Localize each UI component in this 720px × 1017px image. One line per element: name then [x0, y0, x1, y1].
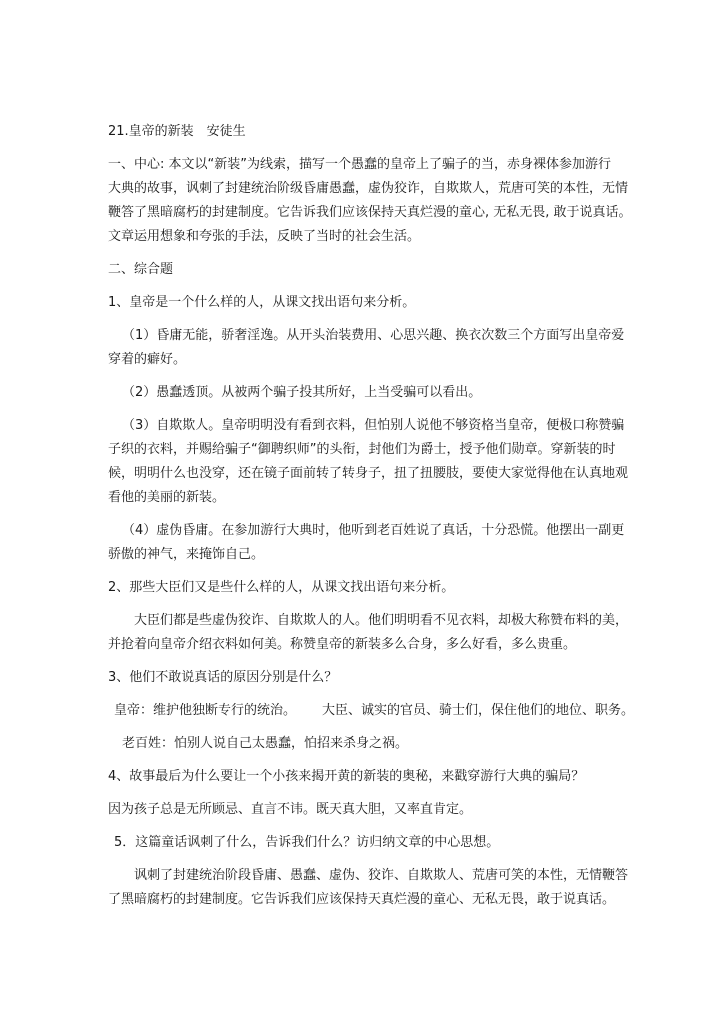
summary-line: 大典的故事，讽刺了封建统治阶级昏庸愚蠢，虚伪狡诈，自欺欺人，荒唐可笑的本性，无情 [108, 181, 629, 196]
answer-line: 子织的衣料，并赐给骗子“御聘织师”的头衔，封他们为爵士，授予他们勋章。穿新装的时 [108, 442, 616, 457]
answer-line: （1）昏庸无能，骄奢淫逸。从开头治装费用、心思兴趣、换衣次数三个方面写出皇帝爱 [122, 328, 625, 343]
summary-line: 鞭答了黑暗腐朽的封建制度。它告诉我们应该保持天真烂漫的童心, 无私无畏, 敢于说真话。 [108, 205, 632, 220]
answer-line: 讽刺了封建统治阶段昏庸、愚蠢、虚伪、狡诈、自欺欺人、荒唐可笑的本性，无情鞭答 [134, 868, 629, 883]
question-3: 3、他们不敢说真话的原因分别是什么？ [108, 670, 338, 685]
answer-line: 并抢着向皇帝介绍衣料如何美。称赞皇帝的新装多么合身，多么好看，多么贵重。 [108, 637, 577, 652]
section-heading: 二、综合题 [108, 262, 174, 277]
answer-line: （3）自欺欺人。皇帝明明没有看到衣料，但怕别人说他不够资格当皇帝，便极口称赞骗 [122, 418, 625, 433]
answer-3-people: 老百姓：怕别人说自己太愚蠢，怕招来杀身之祸。 [122, 736, 409, 751]
answer-line: 大臣们都是些虚伪狡诈、自欺欺人的人。他们明明看不见衣料，却极大称赞布料的美， [134, 613, 629, 628]
question-2: 2、那些大臣们又是些什么样的人，从课文找出语句来分析。 [108, 580, 455, 595]
summary-line: 一、中心: 本文以“新装”为线索，描写一个愚蠢的皇帝上了骗子的当，赤身裸体参加游行 [108, 157, 611, 172]
answer-line: 看他的美丽的新装。 [108, 490, 226, 505]
answer-4: 因为孩子总是无所顾忌、直言不讳。既天真大胆，又率直肯定。 [108, 802, 473, 817]
answer-1-2: （2）愚蠢透顶。从被两个骗子投其所好，上当受骗可以看出。 [122, 385, 482, 400]
doc-title: 21.皇帝的新装 安徒生 [108, 124, 246, 139]
answer-line: （4）虚伪昏庸。在参加游行大典时，他听到老百姓说了真话，十分恐慌。他摆出一副更 [122, 523, 625, 538]
question-1: 1、皇帝是一个什么样的人，从课文找出语句来分析。 [108, 295, 416, 310]
answer-3-row [108, 699, 640, 723]
answer-line: 穿着的癖好。 [108, 352, 187, 367]
answer-5 [108, 864, 640, 912]
answer-1-1 [108, 324, 640, 372]
answer-line: 了黑暗腐朽的封建制度。它告诉我们应该保持天真烂漫的童心、无私无畏，敢于说真话。 [108, 892, 616, 907]
question-5: 5．这篇童话讽刺了什么，告诉我们什么？访归纳文章的中心思想。 [114, 835, 500, 850]
summary-paragraph [108, 153, 640, 249]
answer-line: 候，明明什么也没穿，还在镜子面前转了转身子，扭了扭腰肢，要使大家觉得他在认真地观 [108, 466, 629, 481]
answer-3-emperor: 皇帝：维护他独断专行的统治。 [114, 703, 297, 718]
answer-line: 骄傲的神气，来掩饰自己。 [108, 547, 265, 562]
answer-2 [108, 609, 640, 657]
question-4: 4、故事最后为什么要让一个小孩来揭开黄的新装的奥秘，来戳穿游行大典的骗局？ [108, 769, 585, 784]
answer-1-3 [108, 414, 640, 510]
summary-line: 文章运用想象和夸张的手法，反映了当时的社会生活。 [108, 229, 421, 244]
answer-3-ministers: 大臣、诚实的官员、骑士们，保住他们的地位、职务。 [322, 703, 635, 718]
answer-1-4 [108, 519, 640, 567]
